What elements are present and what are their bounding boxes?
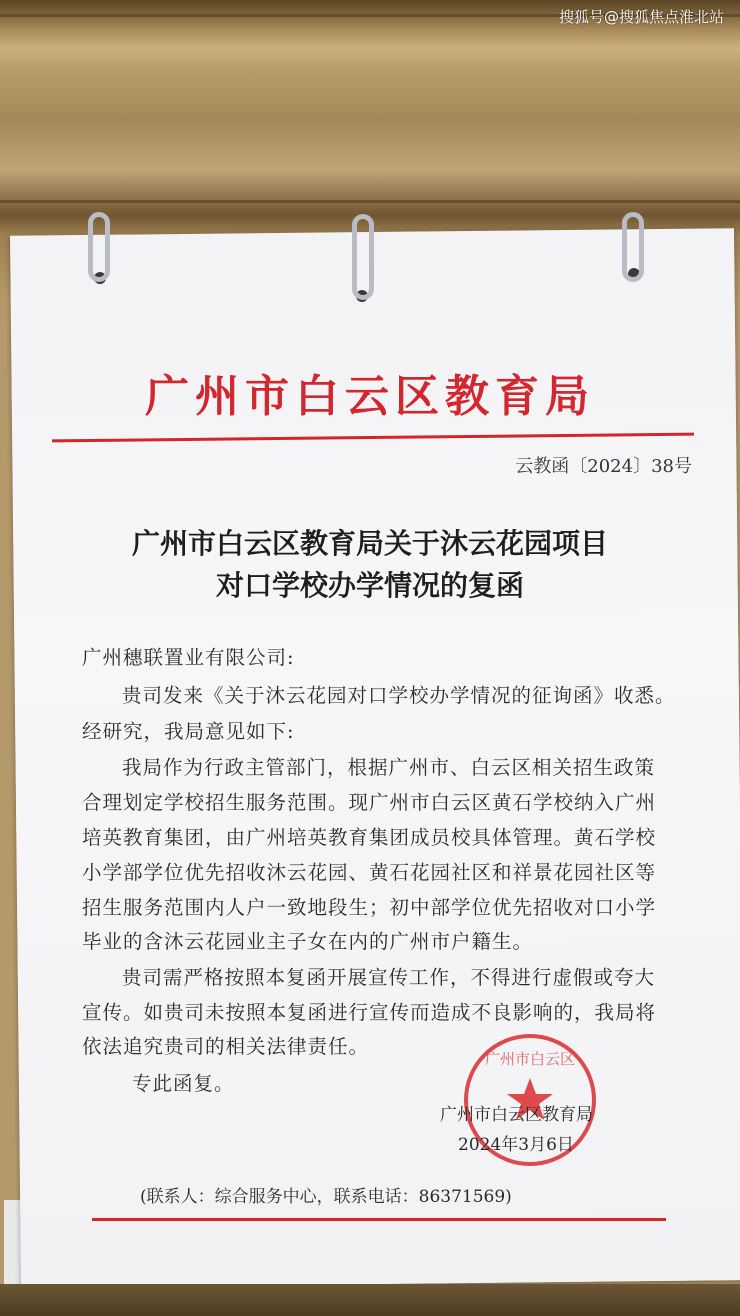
- footer-red-rule: [92, 1218, 666, 1221]
- body-line: 我局作为行政主管部门，根据广州市、白云区相关招生政策: [122, 756, 656, 779]
- doc-title-line2: 对口学校办学情况的复函: [215, 569, 524, 602]
- body-line: 贵司发来《关于沐云花园对口学校办学情况的征询函》收悉。: [122, 684, 676, 707]
- body-line: 小学部学位优先招收沐云花园、黄石花园社区和祥景花园社区等: [82, 861, 657, 884]
- body-line: 招生服务范围内人户一致地段生；初中部学位优先招收对口小学: [82, 896, 657, 919]
- doc-title-line1: 广州市白云区教育局关于沐云花园项目: [131, 527, 608, 560]
- body-line: 贵司需严格按照本复函开展宣传工作，不得进行虚假或夸大: [122, 966, 656, 989]
- watermark: 搜狐号@搜狐焦点淮北站: [558, 8, 724, 26]
- binder-ring-icon: [88, 212, 110, 282]
- rail-divider: [0, 200, 740, 203]
- binder-ring-icon: [622, 212, 644, 282]
- signature-date: 2024年3月6日: [458, 1135, 574, 1155]
- binder-ring-icon: [352, 214, 374, 300]
- floor-strip: [0, 1284, 740, 1316]
- svg-text:广州市白云区: 广州市白云区: [484, 1050, 576, 1068]
- body-line: 依法追究贵司的相关法律责任。: [82, 1035, 370, 1058]
- contact-line: (联系人：综合服务中心，联系电话：86371569): [140, 1187, 512, 1207]
- body-line: 宣传。如贵司未按照本复函进行宣传而造成不良影响的，我局将: [82, 1001, 657, 1024]
- body-line: 毕业的含沐云花园业主子女在内的广州市户籍生。: [82, 930, 534, 953]
- body-line: 合理划定学校招生服务范围。现广州市白云区黄石学校纳入广州: [82, 791, 657, 814]
- body-line: 经研究，我局意见如下:: [82, 720, 295, 743]
- signature-org: 广州市白云区教育局: [440, 1105, 593, 1125]
- org-header: 广州市白云区教育局: [145, 371, 595, 422]
- body-line: 专此函复。: [132, 1072, 235, 1095]
- body-line: 培英教育集团，由广州培英教育集团成员校具体管理。黄石学校: [82, 826, 657, 849]
- salutation: 广州穗联置业有限公司:: [82, 646, 295, 669]
- doc-number: 云教函〔2024〕38号: [515, 456, 692, 477]
